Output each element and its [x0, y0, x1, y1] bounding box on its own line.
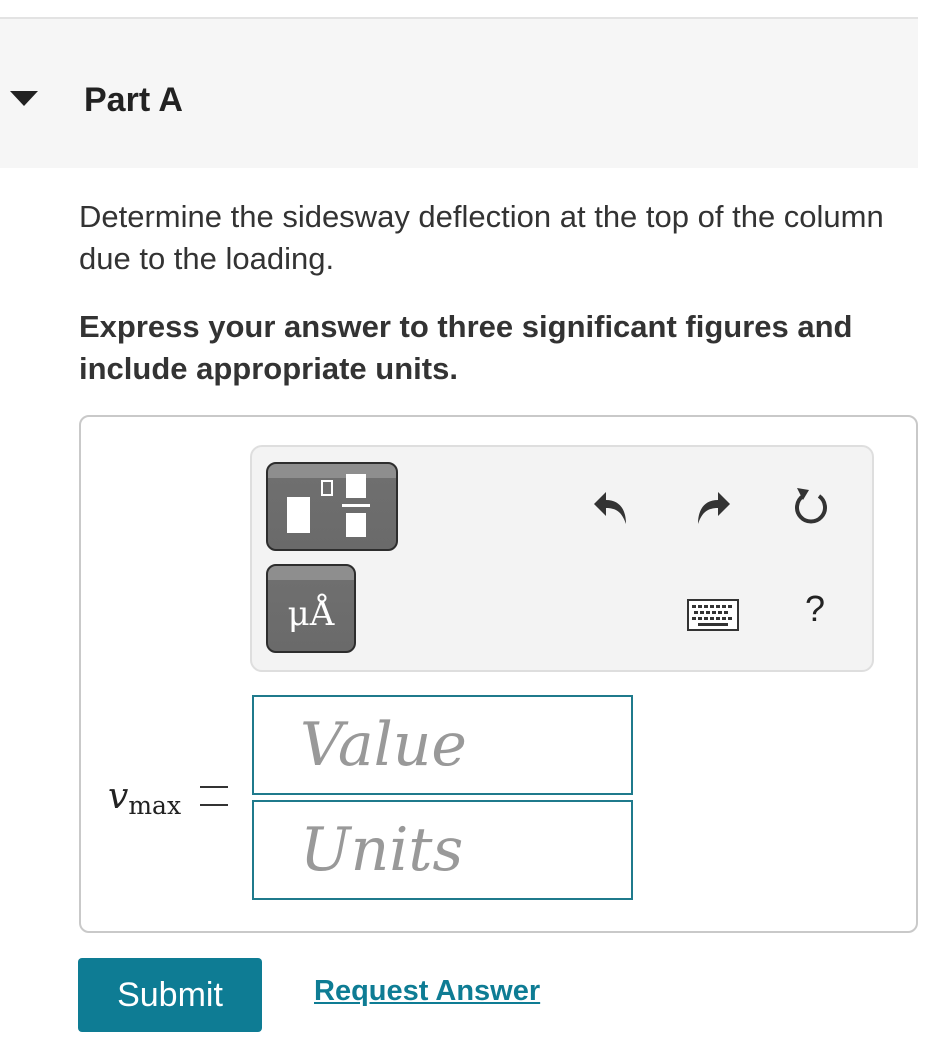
keyboard-icon[interactable] [686, 598, 740, 632]
templates-icon-numerator-box [346, 474, 366, 498]
templates-button[interactable] [266, 462, 398, 551]
templates-icon-denominator-box [346, 513, 366, 537]
units-input[interactable] [252, 800, 633, 900]
part-header[interactable] [0, 19, 918, 168]
templates-icon-exponent-box [321, 480, 333, 496]
answer-variable-label [108, 776, 182, 820]
request-answer-link[interactable]: Request Answer [314, 975, 541, 1007]
variable-subscript: max [128, 791, 182, 820]
part-title: Part A [84, 81, 183, 119]
units-button[interactable]: μÅ [266, 564, 356, 653]
templates-icon [287, 497, 310, 533]
question-text: Determine the sidesway deflection at the top of the column due to the loading. [79, 199, 884, 276]
value-input[interactable] [252, 695, 633, 795]
undo-icon[interactable] [590, 484, 634, 528]
redo-icon[interactable] [690, 484, 734, 528]
collapse-caret-icon[interactable] [10, 91, 38, 106]
equals-sign [200, 786, 228, 806]
answer-instruction: Express your answer to three significant figures and include appropriate units. [79, 309, 853, 386]
help-icon[interactable]: ? [804, 588, 826, 629]
submit-button[interactable]: Submit [78, 958, 262, 1032]
templates-icon-fraction-bar [342, 504, 370, 507]
reset-icon[interactable] [789, 484, 833, 528]
variable-symbol: v [108, 776, 129, 817]
